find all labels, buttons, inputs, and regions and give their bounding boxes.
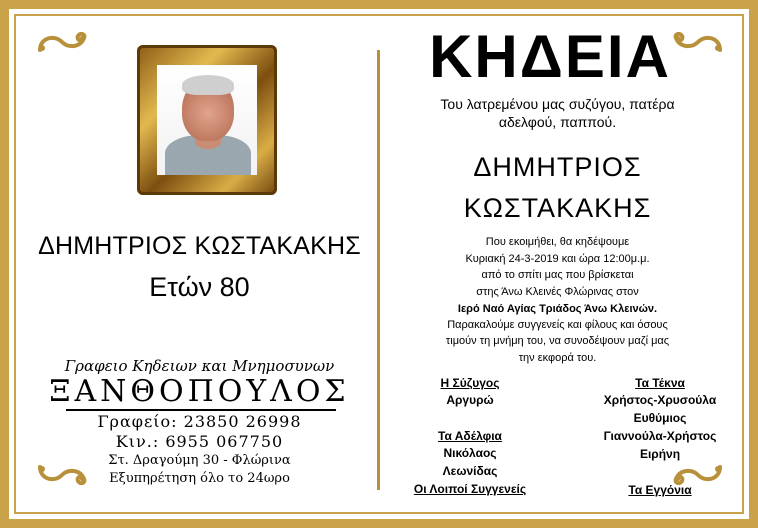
agency-address: Στ. Δραγούμη 30 - Φλώρινα [108,453,291,468]
notice-body-line: στης Άνω Κλεινές Φλώρινας στον [476,286,639,298]
deceased-last-name: ΚΩΣΤΑΚΑΚΗΣ [463,193,652,223]
church-name: Ιερό Ναό Αγίας Τριάδος Άνω Κλεινών. [457,303,658,315]
deceased-first-name: ΔΗΜΗΤΡΙΟΣ [473,152,642,182]
portrait-photo [157,65,257,175]
notice-subtitle-1: Του λατρεμένου μας συζύγου, πατέρα [440,96,675,112]
agency-title: Γραφειο Κηδειων και Μνημοσυνων [64,357,335,375]
relatives-heading: Οι Λοιποί Συγγενείς [413,482,527,496]
notice-body-line: την εκφορά του. [518,352,597,364]
deceased-age: Ετών 80 [149,272,250,302]
portrait-frame [137,45,277,195]
notice-subtitle-2: αδελφού, παππού. [498,114,617,130]
agency-hours: Εξυπηρέτηση όλο το 24ωρο [109,471,290,486]
sibling-name: Νικόλαος [443,446,497,460]
spouse-name: Αργυρώ [446,393,494,407]
child-name: Γιαννούλα-Χρήστος [603,429,717,443]
notice-title: ΚΗΔΕΙΑ [429,23,671,90]
agency-mobile-phone: Κιν.: 6955 067750 [115,432,284,451]
mourners-left-column [400,376,540,499]
deceased-name-left: ΔΗΜΗΤΡΙΟΣ ΚΩΣΤΑΚΑΚΗΣ [38,232,361,260]
child-name: Ευθύμιος [633,411,687,425]
notice-body-line: τιμούν τη μνήμη του, να συνοδέψουν μαζί μας [445,335,670,347]
portrait-hair [182,75,234,95]
notice-body-line: από το σπίτι μας που βρίσκεται [481,269,634,281]
notice-body-line: Παρακαλούμε συγγενείς και φίλους και όσους [447,319,668,331]
agency-office-phone: Γραφείο: 23850 26998 [97,412,302,431]
top-left-ornament [36,32,88,54]
siblings-heading: Τα Αδέλφια [438,429,502,443]
notice-body-line: Κυριακή 24-3-2019 και ώρα 12:00μ.μ. [465,253,650,265]
spouse-heading: Η Σύζυγος [440,376,500,390]
spacer [400,411,540,429]
sibling-name: Λεωνίδας [442,464,498,478]
agency-name: ΞΑΝΘΟΠΟΥΛΟΣ [49,374,350,409]
child-name: Ειρήνη [639,447,681,461]
notice-body-line: Που εκοιμήθει, θα κηδέψουμε [485,236,630,248]
mourners-right-column [585,376,735,500]
children-heading: Τα Τέκνα [635,376,685,390]
child-name: Χρήστος-Χρυσούλα [603,393,717,407]
agency-underline [66,409,336,411]
spacer [585,465,735,483]
grandchildren-heading: Τα Εγγόνια [628,483,692,497]
